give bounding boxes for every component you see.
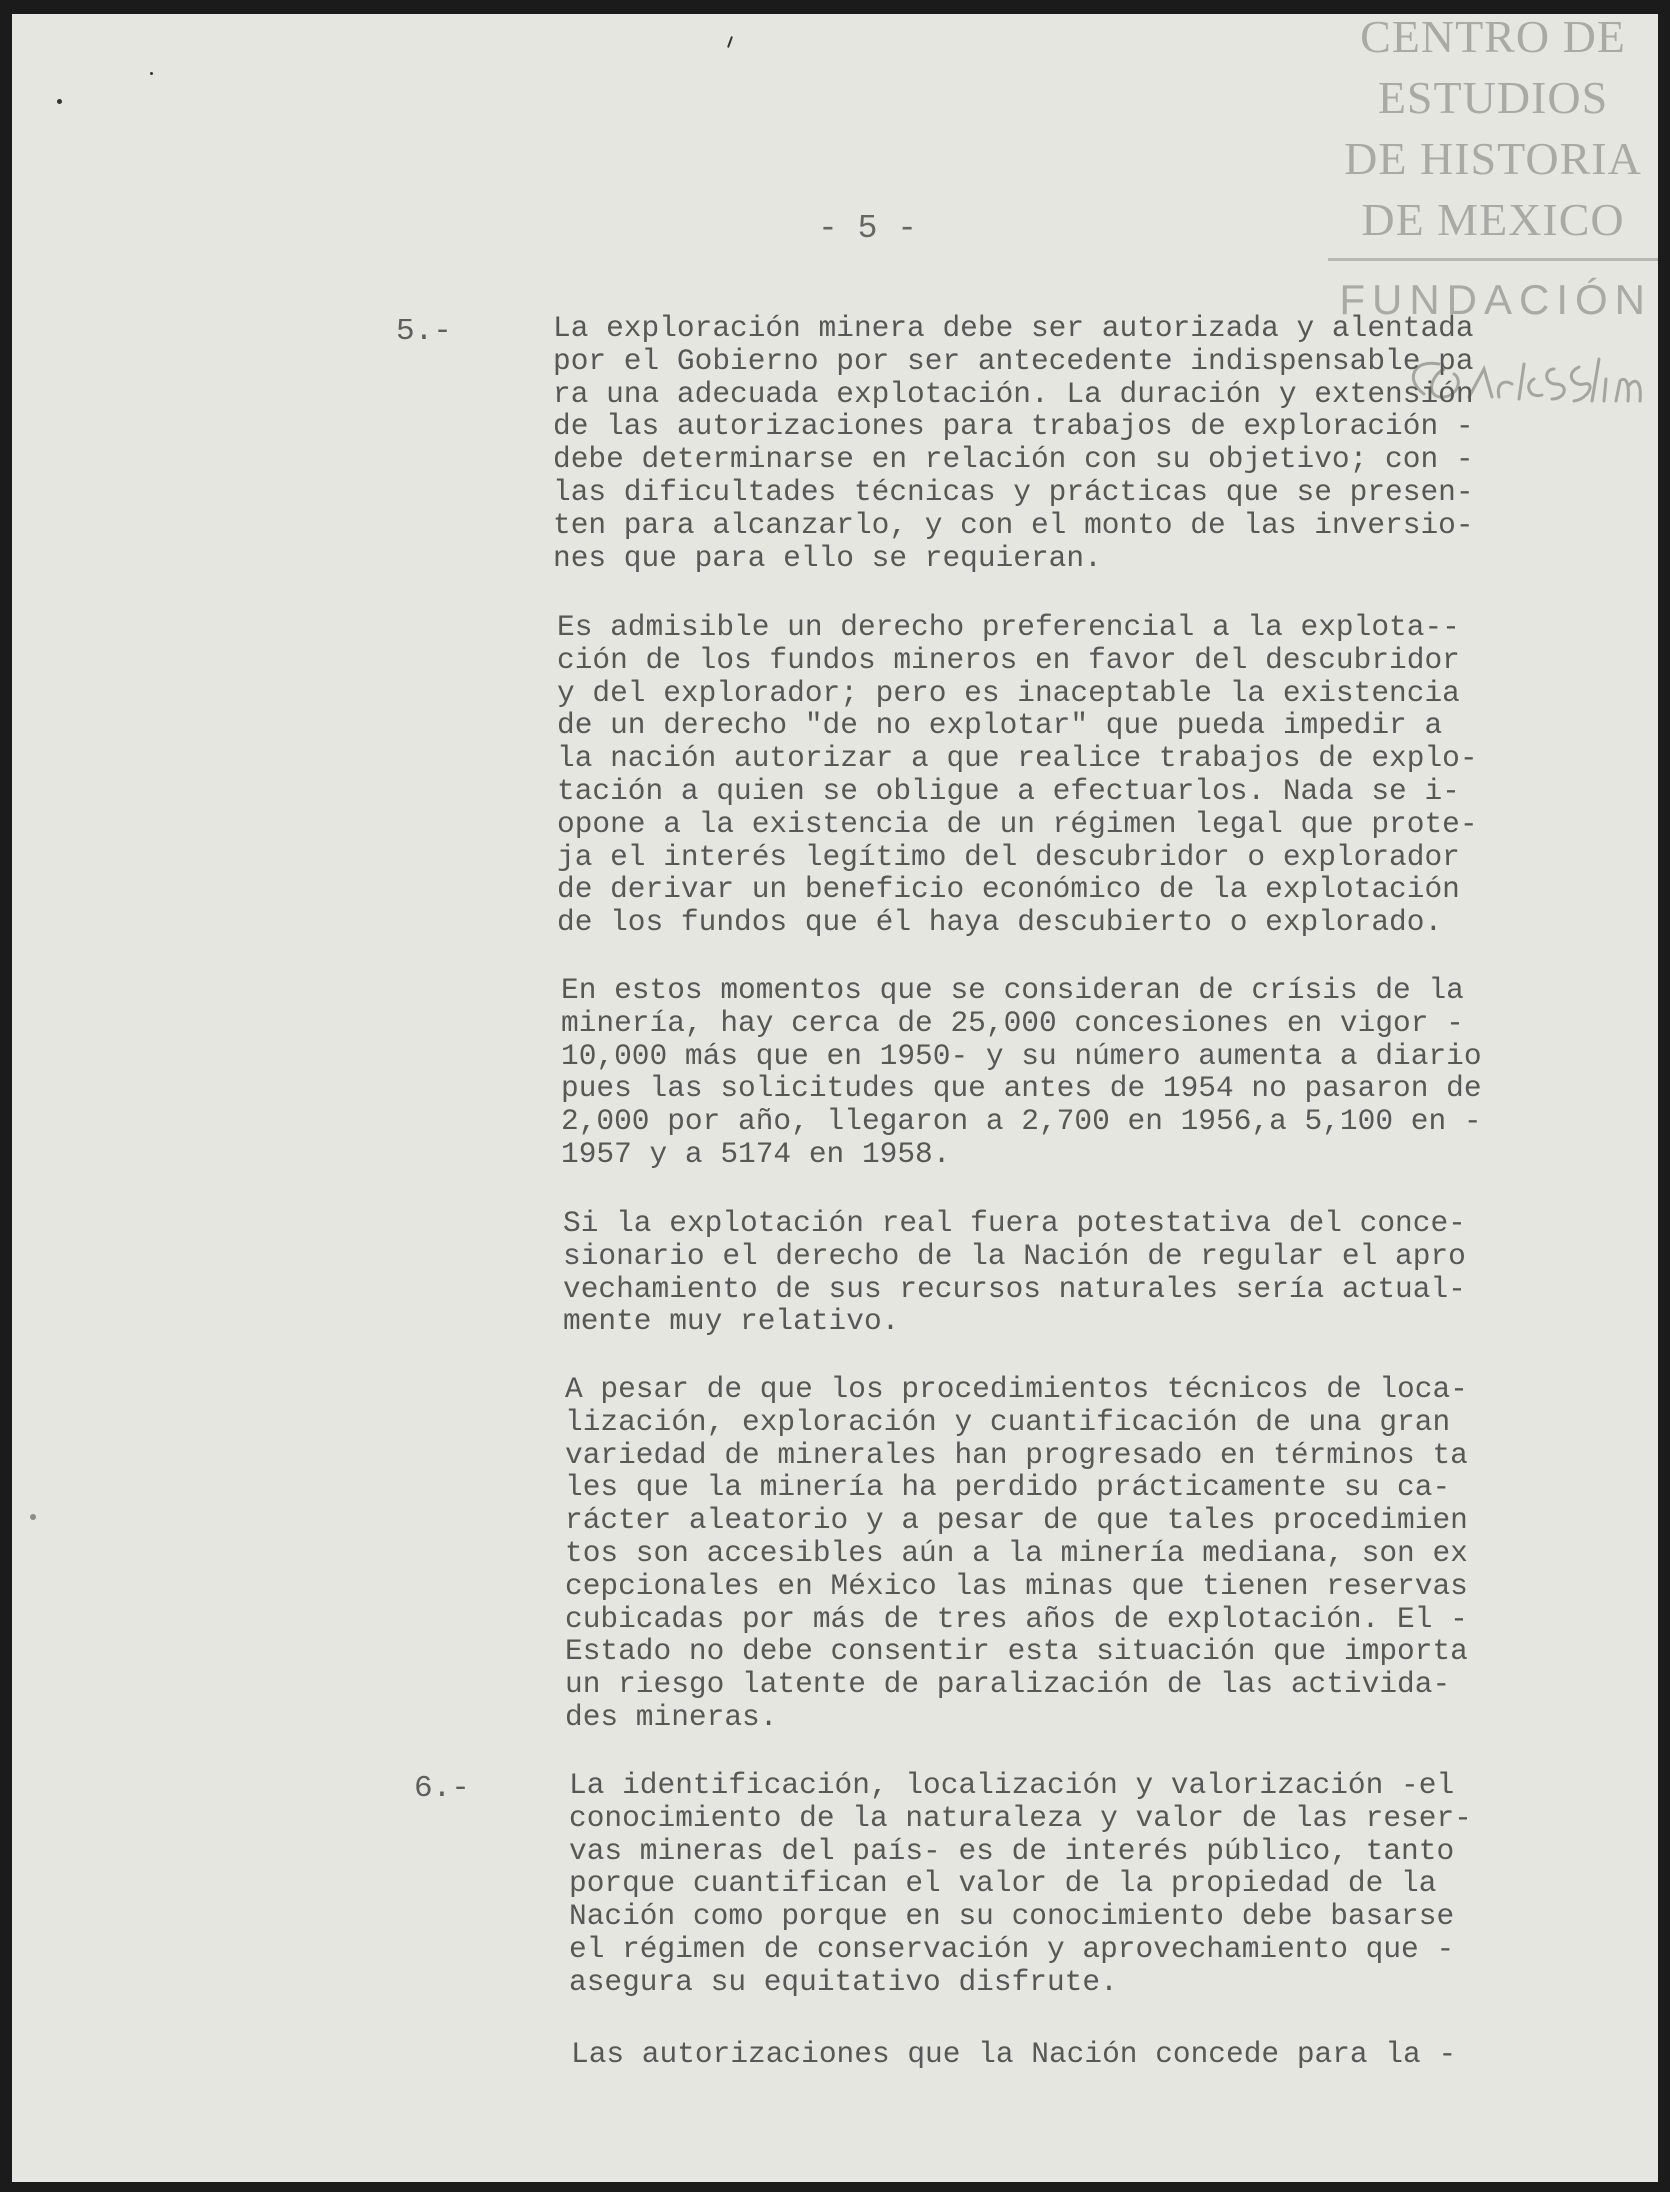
watermark-line-2: ESTUDIOS xyxy=(1377,72,1609,123)
section-6-paragraph-2: Las autorizaciones que la Nación concede para la - xyxy=(571,2037,1457,2071)
section-5-paragraph-2: Es admisible un derecho preferencial a la explota-- ción de los fundos mineros en favor del descubridor y del explorador; pero es inaceptable la existencia de un derecho "de no explotar" que pueda impedir a la nación autorizar a que realice trabajos de explo- tación a quien se obligue a efectuarlos. Nada se i- opone a la existencia de un régimen legal que prote- ja el interés legítimo del descubridor o explorador de derivar un beneficio económico de la explotación de los fundos que él haya descubierto o explorado. xyxy=(557,610,1478,940)
section-5-paragraph-3: En estos momentos que se consideran de crísis de la minería, hay cerca de 25,000 concesiones en vigor - 10,000 más que en 1950- y su número aumenta a diario pues las solicitudes que antes de 1954 no pasaron de 2,000 por año, llegaron a 2,700 en 1956,a 5,100 en - 1957 y a 5174 en 1958. xyxy=(561,973,1482,1171)
section-number-5: 5.- xyxy=(396,314,452,349)
section-5-paragraph-1: La exploración minera debe ser autorizada y alentada por el Gobierno por ser antecedente indispensable pa ra una adecuada explotación. La duración y extensión de las autorizaciones para trabajos de exploración - debe determinarse en relación con su objetivo; con - las dificultades técnicas y prácticas que se presen- ten para alcanzarlo, y con el monto de las inversio- nes que para ello se requieran. xyxy=(553,311,1474,575)
document-page xyxy=(12,14,1658,2182)
section-6-paragraph-1: La identificación, localización y valorización -el conocimiento de la naturaleza y valor de las reser- vas mineras del país- es de interés público, tanto porque cuantifican el valor de la propiedad de la Nación como porque en su conocimiento debe basarse el régimen de conservación y aprovechamiento que - asegura su equitativo disfrute. xyxy=(569,1768,1472,1999)
watermark-line-3: DE HISTORIA xyxy=(1344,133,1642,184)
section-number-6: 6.- xyxy=(414,1771,470,1806)
watermark-fundacion: FUNDACIÓN xyxy=(1339,276,1652,323)
ink-speck xyxy=(57,99,62,104)
page-number: - 5 - xyxy=(818,210,918,247)
section-5-paragraph-5: A pesar de que los procedimientos técnicos de loca- lización, exploración y cuantificación de una gran variedad de minerales han progresado en términos ta les que la minería ha perdido prácticamente su ca- rácter aleatorio y a pesar de que tales procedimien tos son accesibles aún a la minería mediana, son ex cepcionales en México las minas que tienen reservas cubicadas por más de tres años de explotación. El - Estado no debe consentir esta situación que importa un riesgo latente de paralización de las activida- des mineras. xyxy=(565,1372,1468,1734)
ink-speck xyxy=(30,1514,36,1520)
watermark-line-4: DE MEXICO xyxy=(1361,194,1625,245)
watermark-line-1: CENTRO DE xyxy=(1360,14,1626,62)
section-5-paragraph-4: Si la explotación real fuera potestativa del conce- sionario el derecho de la Nación de regular el apro vechamiento de sus recursos naturales sería actual- mente muy relativo. xyxy=(563,1206,1466,1339)
ink-speck xyxy=(150,72,153,75)
ink-speck xyxy=(727,36,733,48)
watermark-divider xyxy=(1328,258,1658,261)
